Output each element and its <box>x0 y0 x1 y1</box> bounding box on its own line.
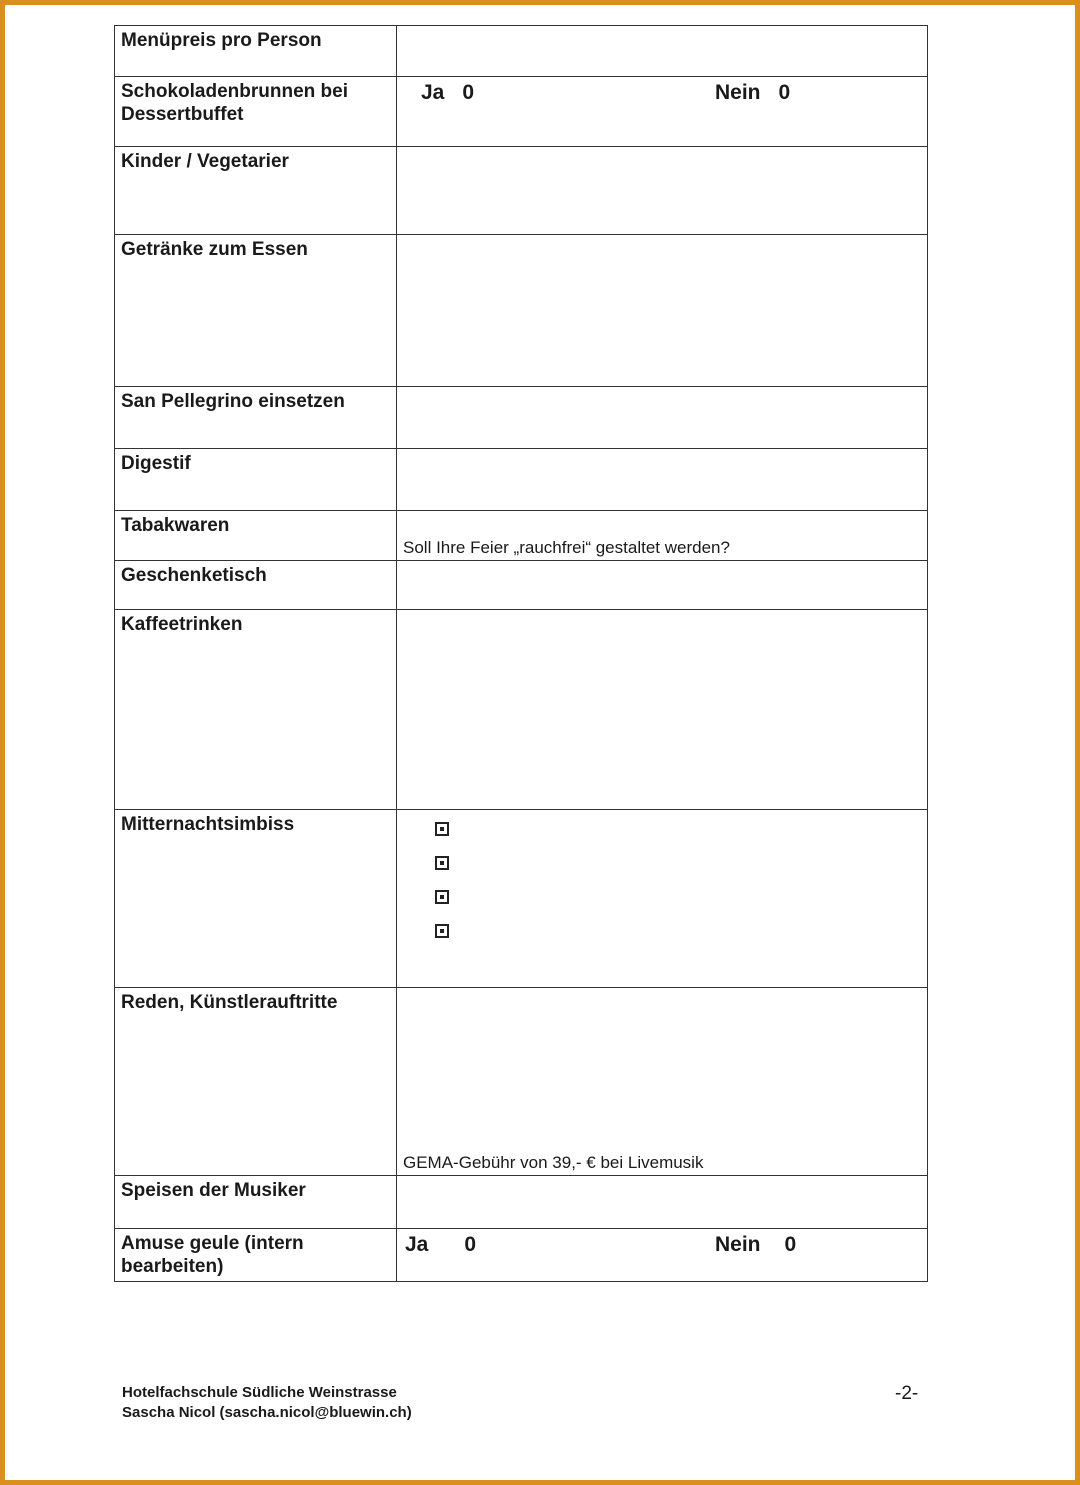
row-label: Kinder / Vegetarier <box>121 151 289 172</box>
row-label-cell <box>115 1176 397 1229</box>
form-row <box>115 387 928 449</box>
form-row <box>115 810 928 988</box>
checkbox[interactable] <box>435 822 449 836</box>
form-row <box>115 561 928 610</box>
row-input-cell <box>397 1229 928 1282</box>
row-label-cell <box>115 449 397 511</box>
checkbox[interactable] <box>435 890 449 904</box>
no-label: Nein <box>715 1233 761 1256</box>
row-input-cell[interactable] <box>397 1176 928 1229</box>
row-label-cell <box>115 77 397 147</box>
form-row <box>115 77 928 147</box>
yes-no-options <box>397 77 927 146</box>
row-input-cell[interactable] <box>397 511 928 561</box>
checkbox[interactable] <box>435 856 449 870</box>
form-row <box>115 235 928 387</box>
row-input-cell <box>397 77 928 147</box>
row-input-cell[interactable] <box>397 26 928 77</box>
row-label: Mitternachtsimbiss <box>121 814 295 835</box>
row-label: Amuse geule (intern bearbeiten) <box>121 1233 304 1277</box>
no-value: 0 <box>784 1233 797 1256</box>
row-label: Geschenketisch <box>121 565 267 586</box>
no-value: 0 <box>778 81 791 104</box>
checkbox[interactable] <box>435 924 449 938</box>
row-input-cell[interactable] <box>397 449 928 511</box>
gema-fee-note: GEMA-Gebühr von 39,- € bei Livemusik <box>403 1153 704 1172</box>
row-input-cell <box>397 810 928 988</box>
form-row <box>115 26 928 77</box>
footer-school-name: Hotelfachschule Südliche Weinstrasse <box>122 1384 397 1401</box>
row-label: Speisen der Musiker <box>121 1180 306 1201</box>
row-input-cell[interactable] <box>397 235 928 387</box>
row-label: Schokoladenbrunnen bei Dessertbuffet <box>121 81 348 125</box>
row-label-cell <box>115 387 397 449</box>
row-label: Menüpreis pro Person <box>121 30 322 51</box>
row-label: Digestif <box>121 453 191 474</box>
form-row <box>115 610 928 810</box>
row-label: Tabakwaren <box>121 515 230 536</box>
form-row <box>115 147 928 235</box>
yes-no-options <box>397 1229 927 1281</box>
form-row <box>115 511 928 561</box>
row-label: Reden, Künstlerauftritte <box>121 992 338 1013</box>
yes-value: 0 <box>462 81 475 104</box>
row-label: Getränke zum Essen <box>121 239 308 260</box>
row-label-cell <box>115 1229 397 1282</box>
yes-label: Ja <box>405 1233 429 1256</box>
row-label: Kaffeetrinken <box>121 614 243 635</box>
row-input-cell[interactable] <box>397 610 928 810</box>
row-input-cell[interactable] <box>397 988 928 1176</box>
form-row <box>115 988 928 1176</box>
form-row <box>115 1229 928 1282</box>
yes-option[interactable] <box>405 1233 476 1257</box>
row-input-cell[interactable] <box>397 147 928 235</box>
yes-value: 0 <box>464 1233 477 1256</box>
checkbox-list <box>397 810 927 938</box>
row-input-cell[interactable] <box>397 561 928 610</box>
no-label: Nein <box>715 81 761 104</box>
row-label-cell <box>115 561 397 610</box>
row-label-cell <box>115 235 397 387</box>
row-label-cell <box>115 610 397 810</box>
yes-option[interactable] <box>421 81 474 105</box>
row-label-cell <box>115 988 397 1176</box>
no-option[interactable] <box>715 81 790 105</box>
row-input-cell[interactable] <box>397 387 928 449</box>
row-label: San Pellegrino einsetzen <box>121 391 345 412</box>
row-label-cell <box>115 810 397 988</box>
row-label-cell <box>115 511 397 561</box>
yes-label: Ja <box>421 81 445 104</box>
footer <box>122 1383 412 1423</box>
smoke-free-question: Soll Ihre Feier „rauchfrei“ gestaltet werden? <box>403 538 730 557</box>
event-planning-form <box>114 25 928 1282</box>
form-row <box>115 1176 928 1229</box>
form-row <box>115 449 928 511</box>
no-option[interactable] <box>715 1233 796 1257</box>
page-number: -2- <box>895 1383 919 1404</box>
footer-contact: Sascha Nicol (sascha.nicol@bluewin.ch) <box>122 1404 412 1421</box>
row-label-cell <box>115 147 397 235</box>
row-label-cell <box>115 26 397 77</box>
